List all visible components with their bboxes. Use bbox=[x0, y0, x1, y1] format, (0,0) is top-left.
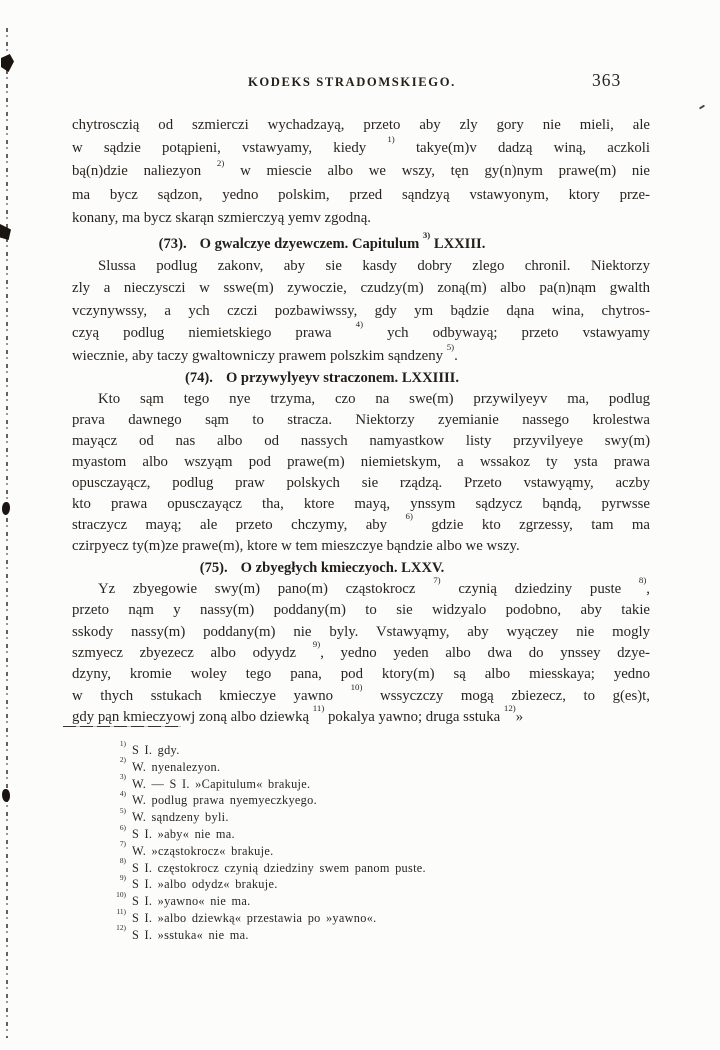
speck-artifact bbox=[699, 105, 705, 110]
footnote-marker: 1) bbox=[119, 738, 126, 748]
footnote-text: W. nyenalezyon. bbox=[132, 759, 221, 774]
section-title: O zbyegłych kmieczyoch. LXXV. bbox=[240, 560, 445, 577]
section-number: (74). bbox=[184, 370, 213, 387]
text-line: Kto sąm tego nye trzyma, czo na swe(m) przywilyeyv ma, podlug bbox=[98, 391, 650, 408]
ink-blot-artifact bbox=[1, 54, 14, 72]
text-line: w thych sstukach kmieczye yawno $^{10)}$ wssyczczy mogą zbiezecz, to g(es)t, bbox=[72, 681, 650, 704]
text-line: straczycz mayą; ale przeto chczymy, aby $^{6)}$ gdzie kto zgrzessy, tam ma bbox=[72, 511, 650, 534]
footnote-row bbox=[72, 822, 632, 843]
footnote-text: S I. częstokrocz czynią dziedziny swem panom puste. bbox=[132, 860, 426, 875]
text-line: Yz zbyegowie swy(m) pano(m) cząstokrocz $^{7)}$ czynią dziedziny puste $^{8)}$, bbox=[98, 575, 650, 598]
text-line: w sądzie potąpieni, vstawyamy, kiedy $^{1)}$ takye(m)v dadzą winą, aczkoli bbox=[72, 134, 650, 157]
footnote-row bbox=[72, 805, 632, 826]
footnote-text: W. — S I. »Capitulum« brakuje. bbox=[132, 776, 311, 791]
footnote-text: W. podlug prawa nyemyeczkyego. bbox=[132, 793, 317, 808]
footnote-text: W. »cząstokrocz« brakuje. bbox=[132, 843, 274, 858]
text-line: ma bycz sądzon, yedno polskim, przed sąndzyą vstawyonym, ktory prze- bbox=[72, 186, 650, 203]
text-line: chytrosczią od szmierczi wychadzayą, przeto aby zly gory nie mieli, ale bbox=[72, 117, 650, 133]
ink-blot-artifact bbox=[2, 502, 10, 515]
running-title: KODEKS STRADOMSKIEGO. bbox=[248, 75, 456, 89]
text-line: szmyecz zbyezecz albo odyydz $^{9)}$, yedno yeden albo dwa do ynssey dzye- bbox=[72, 639, 650, 661]
text-line: vczynywssy, a ych czczi pozbawiwssy, gdy ym bądzie dąna wina, chytros- bbox=[72, 302, 650, 319]
text-line: bą(n)dzie naliezyon $^{2)}$ w miescie albo we wszy, tęn gy(n)nym prawe(m) nie bbox=[72, 157, 650, 180]
text-line: opusczayącz, podlug praw polskych sie rządzą. Przeto vstawyąmy, aczby bbox=[72, 475, 650, 492]
footnote-text: S I. »sstuka« nie ma. bbox=[132, 927, 249, 942]
footnote-marker: 10) bbox=[116, 889, 126, 899]
text-line: czirpyecz ty(m)ze prawe(m), ktore w tem mieszczye bąndzie albo we wszy. bbox=[72, 538, 520, 555]
footnote-text: S I. »albo odydz« brakuje. bbox=[132, 877, 278, 892]
footnote-row bbox=[72, 906, 632, 927]
footnote-marker: 8) bbox=[119, 856, 126, 866]
footnote-marker: 3) bbox=[119, 772, 126, 782]
text-line: mayącz od nas albo od nassych namyastkow listy przyvilyeye swy(m) bbox=[72, 433, 650, 450]
section-heading bbox=[72, 557, 650, 579]
footnote-text: S I. gdy. bbox=[132, 743, 180, 757]
footnotes-block bbox=[72, 738, 632, 944]
section-heading bbox=[72, 367, 650, 389]
section-number: (75). bbox=[199, 560, 228, 577]
footnote-marker: 7) bbox=[119, 839, 126, 849]
text-line: czyą podlug niemietskiego prawa $^{4)}$ ych odbywayą; przeto vstawyamy bbox=[72, 319, 650, 342]
text-line: konany, ma bycz skarąn szmierczyą yemv zgodną. bbox=[72, 209, 371, 226]
footnote-marker: 12) bbox=[116, 923, 126, 933]
text-line: Slussa podlug zakonv, aby sie kasdy dobry zlego chronil. Niektorzy bbox=[98, 258, 650, 275]
text-line: dzyny, kromie woley tego pana, pod ktory(m) są albo miesskaya; yedno bbox=[72, 666, 650, 683]
paragraph bbox=[72, 389, 650, 557]
page-number: 363 bbox=[592, 70, 622, 90]
section-title: O gwalczye dzyewczem. Capitulum $^{3)}$ LXXIII. bbox=[199, 230, 486, 253]
footnote-row bbox=[72, 889, 632, 910]
footnote-row bbox=[72, 755, 632, 776]
footnote-text: W. sąndzeny byli. bbox=[132, 810, 229, 825]
footnote-row bbox=[72, 839, 632, 860]
binding-edge-artifact bbox=[6, 28, 8, 1038]
text-line: myastom albo wszyąm pod prawe(m) niemietskym, a wssakoz ty ysta prawa bbox=[72, 454, 650, 471]
footnote-separator bbox=[63, 726, 181, 727]
text-line: wiecznie, aby taczy gwaltowniczy prawem polszkim sąndzeny $^{5)}$. bbox=[72, 341, 458, 364]
footnote-text: S I. »aby« nie ma. bbox=[132, 826, 235, 841]
footnote-marker: 6) bbox=[119, 822, 126, 832]
paragraph bbox=[72, 575, 650, 728]
section-number: (73). bbox=[158, 236, 187, 253]
footnote-row bbox=[72, 872, 632, 893]
footnote-row bbox=[72, 738, 632, 759]
text-line: gdy pąn kmieczyowj zoną albo dziewką $^{11)}$ pokalya yawno; druga sstuka $^{12)}$» bbox=[72, 702, 524, 725]
text-line: prava dawnego sąm to stracza. Niektorzy zyemianie nassego krolestwa bbox=[72, 412, 650, 429]
footnote-text: S I. »yawno« nie ma. bbox=[132, 894, 251, 909]
footnote-marker: 9) bbox=[119, 872, 126, 882]
footnote-row bbox=[72, 788, 632, 809]
ink-blot-artifact bbox=[2, 789, 10, 802]
footnote-row bbox=[72, 856, 632, 877]
text-line: zly a nieczysczi w sswe(m) zywoczie, czudzy(m) zoną(m) albo pa(n)nąm gwalth bbox=[72, 280, 650, 297]
footnote-text: S I. »albo dziewką« przestawia po »yawno«. bbox=[132, 910, 377, 925]
footnote-marker: 2) bbox=[119, 755, 126, 765]
paragraph bbox=[72, 114, 650, 230]
section-title: O przywylyeyv straczonem. LXXIIII. bbox=[225, 370, 460, 387]
footnote-marker: 5) bbox=[119, 805, 126, 815]
page-body bbox=[72, 114, 650, 728]
footnote-marker: 4) bbox=[119, 788, 126, 798]
footnote-row bbox=[72, 923, 632, 944]
section-heading bbox=[72, 230, 650, 255]
footnote-row bbox=[72, 772, 632, 793]
footnote-marker: 11) bbox=[116, 906, 126, 916]
paragraph bbox=[72, 255, 650, 367]
text-line: sskody nassy(m) poddany(m) nie byly. Vstawyąmy, aby wyączey nie mogly bbox=[72, 623, 650, 640]
text-line: kto prawa opusczayącz tha, ktore mayą, ynssym sądzycz bąndą, pyrwsse bbox=[72, 496, 650, 513]
text-line: przeto nąm y nassy(m) poddany(m) to sie widzyalo podobno, aby takie bbox=[72, 602, 650, 619]
